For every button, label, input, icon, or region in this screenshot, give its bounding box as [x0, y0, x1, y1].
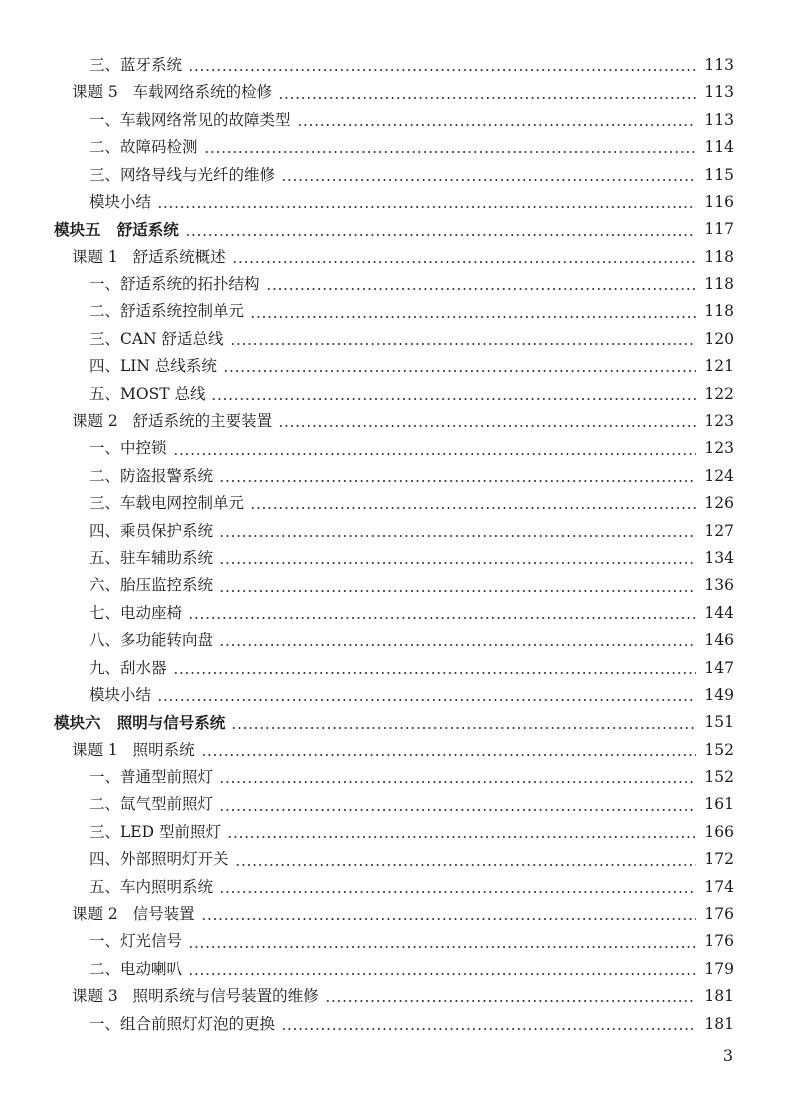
toc-entry-page: 121	[704, 357, 734, 376]
toc-section-entry	[0, 929, 790, 956]
toc-section-entry	[0, 627, 790, 654]
toc-section-entry	[0, 600, 790, 627]
toc-entry-page: 181	[704, 987, 734, 1006]
toc-entry-title: 课题 1 舒适系统概述	[72, 247, 226, 266]
toc-entry-title: 一、组合前照灯灯泡的更换	[89, 1014, 276, 1033]
toc-section-entry	[0, 819, 790, 846]
toc-entry-title: 课题 1 照明系统	[72, 740, 195, 759]
toc-entry-title: 四、乘员保护系统	[89, 521, 214, 540]
toc-entry-page: 113	[704, 83, 734, 102]
toc-entry-title: 四、LIN 总线系统	[89, 357, 217, 376]
toc-entry-title: 二、舒适系统控制单元	[89, 302, 245, 321]
toc-entry-title: 二、电动喇叭	[89, 959, 183, 978]
toc-section-entry	[0, 107, 790, 134]
toc-entry-page: 114	[704, 138, 734, 157]
toc-entry-title: 一、中控锁	[89, 439, 167, 458]
toc-section-entry	[0, 682, 790, 709]
toc-entry-page: 124	[704, 466, 734, 485]
toc-entry-title: 模块小结	[89, 685, 152, 704]
dot-leader	[219, 781, 696, 783]
toc-section-entry	[0, 134, 790, 161]
toc-entry-title: 模块小结	[89, 192, 152, 211]
toc-entry-page: 151	[704, 713, 734, 732]
toc-entry-title: 课题 3 照明系统与信号装置的维修	[72, 987, 319, 1006]
dot-leader	[325, 1000, 696, 1002]
toc-lesson-entry	[0, 79, 790, 106]
toc-entry-page: 179	[704, 959, 734, 978]
dot-leader	[232, 261, 696, 263]
dot-leader	[188, 973, 696, 975]
toc-entry-title: 三、LED 型前照灯	[89, 822, 221, 841]
dot-leader	[219, 644, 696, 646]
toc-section-entry	[0, 162, 790, 189]
toc-entry-page: 123	[704, 412, 734, 431]
toc-entry-page: 136	[704, 576, 734, 595]
toc-entry-title: 模块五 舒适系统	[54, 220, 179, 240]
toc-entry-title: 课题 2 信号装置	[72, 905, 195, 924]
toc-section-entry	[0, 271, 790, 298]
toc-section-entry	[0, 1011, 790, 1038]
toc-entry-title: 课题 2 舒适系统的主要装置	[72, 412, 273, 431]
toc-module-entry	[0, 216, 790, 243]
dot-leader	[201, 754, 696, 756]
toc-entry-page: 113	[704, 110, 734, 129]
page-number: 3	[722, 1046, 733, 1065]
dot-leader	[219, 809, 696, 811]
dot-leader	[297, 124, 696, 126]
toc-entry-title: 五、MOST 总线	[89, 384, 206, 403]
dot-leader	[223, 370, 696, 372]
toc-section-entry	[0, 189, 790, 216]
dot-leader	[250, 316, 696, 318]
toc-entry-page: 174	[704, 877, 734, 896]
toc-entry-page: 134	[704, 548, 734, 567]
toc-lesson-entry	[0, 408, 790, 435]
dot-leader	[173, 453, 696, 455]
toc-entry-page: 147	[704, 658, 734, 677]
toc-entry-page: 113	[704, 55, 734, 74]
toc-entry-title: 八、多功能转向盘	[89, 631, 214, 650]
toc-entry-title: 七、电动座椅	[89, 603, 183, 622]
dot-leader	[157, 206, 696, 208]
dot-leader	[278, 425, 696, 427]
table-of-contents	[0, 52, 790, 1038]
toc-entry-page: 123	[704, 439, 734, 458]
dot-leader	[278, 97, 696, 99]
toc-section-entry	[0, 52, 790, 79]
toc-entry-title: 模块六 照明与信号系统	[54, 713, 226, 733]
toc-lesson-entry	[0, 901, 790, 928]
toc-section-entry	[0, 463, 790, 490]
toc-entry-title: 三、网络导线与光纤的维修	[89, 165, 276, 184]
toc-entry-page: 116	[704, 192, 734, 211]
toc-entry-title: 二、防盗报警系统	[89, 466, 214, 485]
toc-lesson-entry	[0, 244, 790, 271]
dot-leader	[188, 69, 696, 71]
toc-entry-title: 一、普通型前照灯	[89, 768, 214, 787]
toc-entry-title: 二、故障码检测	[89, 138, 198, 157]
dot-leader	[204, 151, 696, 153]
toc-section-entry	[0, 874, 790, 901]
toc-entry-title: 一、车载网络常见的故障类型	[89, 110, 291, 129]
toc-entry-page: 117	[704, 220, 734, 239]
toc-section-entry	[0, 572, 790, 599]
toc-module-entry	[0, 709, 790, 736]
dot-leader	[235, 864, 696, 866]
dot-leader	[219, 562, 696, 564]
toc-section-entry	[0, 299, 790, 326]
toc-entry-page: 176	[704, 932, 734, 951]
dot-leader	[173, 672, 696, 674]
dot-leader	[201, 918, 696, 920]
toc-section-entry	[0, 381, 790, 408]
toc-entry-title: 九、刮水器	[89, 658, 167, 677]
dot-leader	[219, 535, 696, 537]
dot-leader	[157, 699, 696, 701]
toc-section-entry	[0, 490, 790, 517]
toc-entry-page: 181	[704, 1014, 734, 1033]
dot-leader	[185, 234, 696, 236]
toc-entry-title: 三、CAN 舒适总线	[89, 329, 224, 348]
toc-entry-title: 五、驻车辅助系统	[89, 548, 214, 567]
toc-entry-page: 166	[704, 822, 734, 841]
toc-entry-page: 149	[704, 685, 734, 704]
toc-section-entry	[0, 353, 790, 380]
toc-entry-title: 六、胎压监控系统	[89, 576, 214, 595]
toc-section-entry	[0, 846, 790, 873]
dot-leader	[281, 179, 696, 181]
toc-section-entry	[0, 792, 790, 819]
toc-entry-title: 三、蓝牙系统	[89, 55, 183, 74]
toc-entry-page: 176	[704, 905, 734, 924]
toc-section-entry	[0, 326, 790, 353]
toc-entry-title: 五、车内照明系统	[89, 877, 214, 896]
dot-leader	[231, 727, 696, 729]
toc-lesson-entry	[0, 983, 790, 1010]
toc-entry-page: 144	[704, 603, 734, 622]
toc-section-entry	[0, 655, 790, 682]
toc-section-entry	[0, 764, 790, 791]
toc-entry-title: 三、车载电网控制单元	[89, 494, 245, 513]
dot-leader	[211, 398, 696, 400]
toc-entry-title: 四、外部照明灯开关	[89, 850, 229, 869]
dot-leader	[219, 590, 696, 592]
dot-leader	[219, 891, 696, 893]
toc-section-entry	[0, 435, 790, 462]
dot-leader	[230, 343, 696, 345]
dot-leader	[188, 946, 696, 948]
toc-entry-page: 120	[704, 329, 734, 348]
toc-entry-page: 118	[704, 247, 734, 266]
dot-leader	[219, 480, 696, 482]
toc-entry-page: 118	[704, 275, 734, 294]
toc-entry-title: 一、灯光信号	[89, 932, 183, 951]
toc-entry-page: 118	[704, 302, 734, 321]
toc-entry-title: 二、氙气型前照灯	[89, 795, 214, 814]
toc-entry-page: 127	[704, 521, 734, 540]
toc-entry-page: 152	[704, 768, 734, 787]
dot-leader	[281, 1028, 696, 1030]
toc-entry-title: 一、舒适系统的拓扑结构	[89, 275, 260, 294]
toc-entry-title: 课题 5 车载网络系统的检修	[72, 83, 273, 102]
dot-leader	[250, 507, 696, 509]
toc-entry-page: 152	[704, 740, 734, 759]
toc-entry-page: 115	[704, 165, 734, 184]
toc-entry-page: 161	[704, 795, 734, 814]
toc-entry-page: 126	[704, 494, 734, 513]
toc-section-entry	[0, 545, 790, 572]
toc-section-entry	[0, 518, 790, 545]
dot-leader	[266, 288, 696, 290]
toc-entry-page: 122	[704, 384, 734, 403]
dot-leader	[188, 617, 696, 619]
toc-section-entry	[0, 956, 790, 983]
toc-entry-page: 146	[704, 631, 734, 650]
toc-entry-page: 172	[704, 850, 734, 869]
toc-lesson-entry	[0, 737, 790, 764]
dot-leader	[227, 836, 696, 838]
